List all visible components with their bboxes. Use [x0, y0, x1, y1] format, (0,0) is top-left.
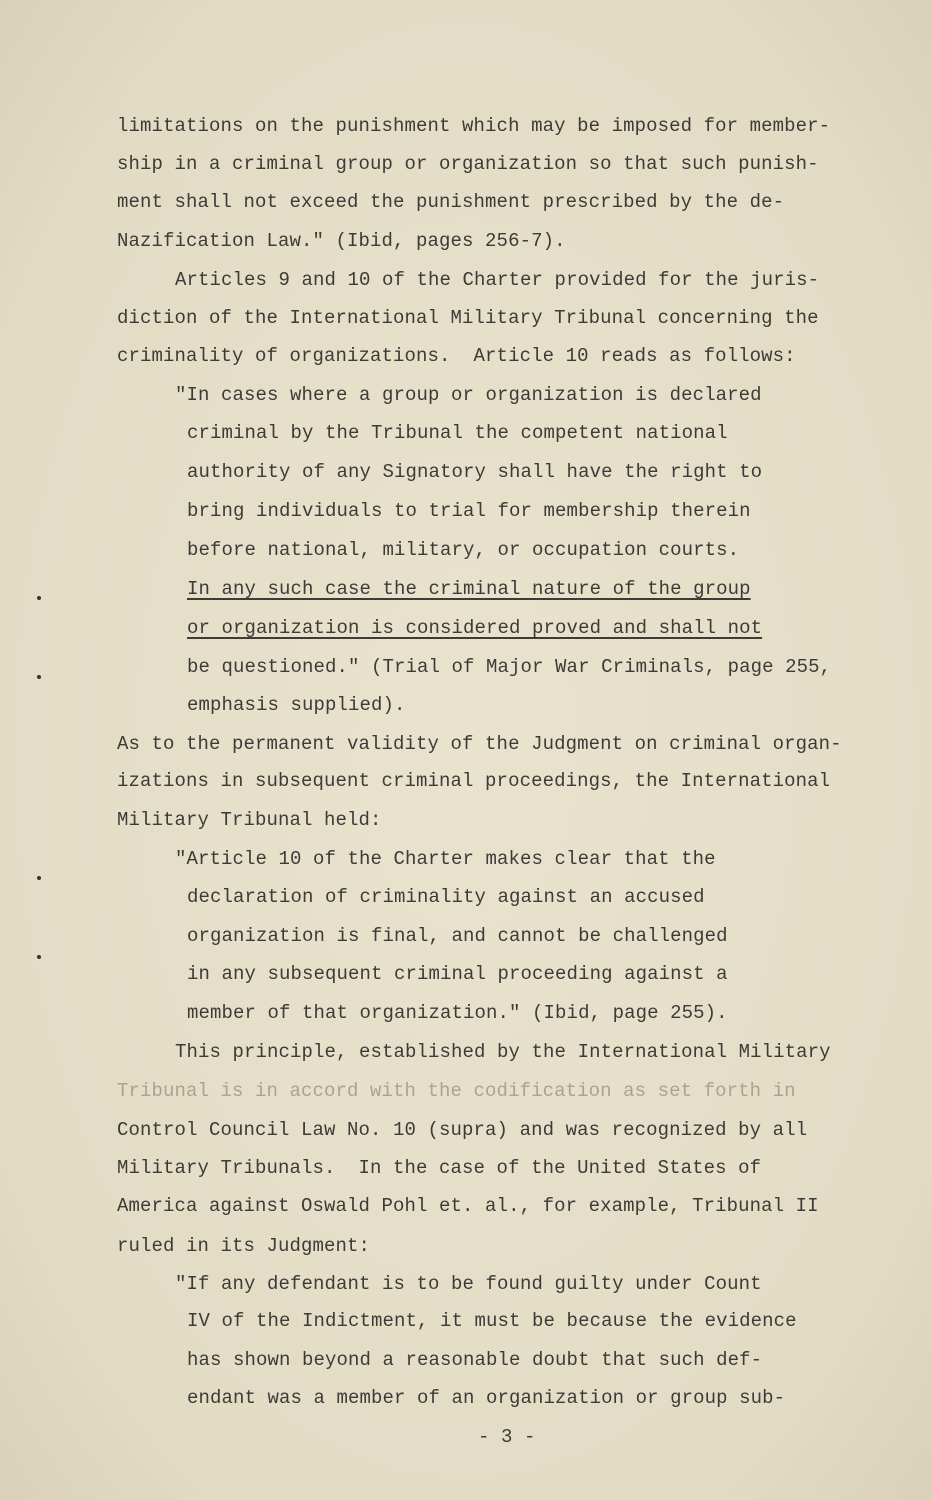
quote-line: organization is final, and cannot be challenged: [187, 925, 728, 947]
text-line-faded: Tribunal is in accord with the codification as set forth in: [117, 1080, 796, 1102]
text-line: izations in subsequent criminal proceedings, the International: [117, 770, 831, 792]
text-line: This principle, established by the International Military: [175, 1041, 831, 1063]
quote-line: "If any defendant is to be found guilty under Count: [175, 1273, 762, 1295]
text-line: limitations on the punishment which may be imposed for member-: [117, 115, 831, 137]
text-line: Articles 9 and 10 of the Charter provided for the juris-: [175, 269, 820, 291]
text-line: Nazification Law." (Ibid, pages 256-7).: [117, 230, 566, 252]
quote-line: IV of the Indictment, it must be because the evidence: [187, 1310, 797, 1332]
text-line: As to the permanent validity of the Judgment on criminal organ-: [117, 733, 842, 755]
text-line: ship in a criminal group or organization so that such punish-: [117, 153, 819, 175]
text-line: diction of the International Military Tribunal concerning the: [117, 307, 819, 329]
quote-line: member of that organization." (Ibid, page 255).: [187, 1002, 728, 1024]
text-line: Military Tribunal held:: [117, 809, 382, 831]
punch-hole-mark: [37, 876, 41, 880]
quote-line: endant was a member of an organization or group sub-: [187, 1387, 786, 1409]
quote-line: bring individuals to trial for membership therein: [187, 500, 751, 522]
quote-line: emphasis supplied).: [187, 694, 406, 716]
text-line: Control Council Law No. 10 (supra) and was recognized by all: [117, 1119, 808, 1141]
punch-hole-mark: [37, 955, 41, 959]
quote-line: "In cases where a group or organization is declared: [175, 384, 762, 406]
quote-line-underlined: or organization is considered proved and shall not: [187, 617, 763, 639]
punch-hole-mark: [37, 675, 41, 679]
text-line: ment shall not exceed the punishment prescribed by the de-: [117, 191, 785, 213]
text-line: Military Tribunals. In the case of the United States of: [117, 1157, 762, 1179]
punch-hole-mark: [37, 596, 41, 600]
quote-line: authority of any Signatory shall have the right to: [187, 461, 763, 483]
quote-line: "Article 10 of the Charter makes clear that the: [175, 848, 716, 870]
page-number: - 3 -: [478, 1426, 536, 1448]
text-line: criminality of organizations. Article 10 reads as follows:: [117, 345, 796, 367]
quote-line: declaration of criminality against an accused: [187, 886, 705, 908]
quote-line: before national, military, or occupation courts.: [187, 539, 740, 561]
text-line: America against Oswald Pohl et. al., for example, Tribunal II: [117, 1195, 819, 1217]
quote-line: in any subsequent criminal proceeding against a: [187, 963, 728, 985]
text-line: ruled in its Judgment:: [117, 1235, 371, 1257]
quote-line: criminal by the Tribunal the competent national: [187, 422, 728, 444]
quote-line: be questioned." (Trial of Major War Criminals, page 255,: [187, 656, 832, 678]
quote-line-underlined: In any such case the criminal nature of the group: [187, 578, 751, 600]
quote-line: has shown beyond a reasonable doubt that such def-: [187, 1349, 763, 1371]
